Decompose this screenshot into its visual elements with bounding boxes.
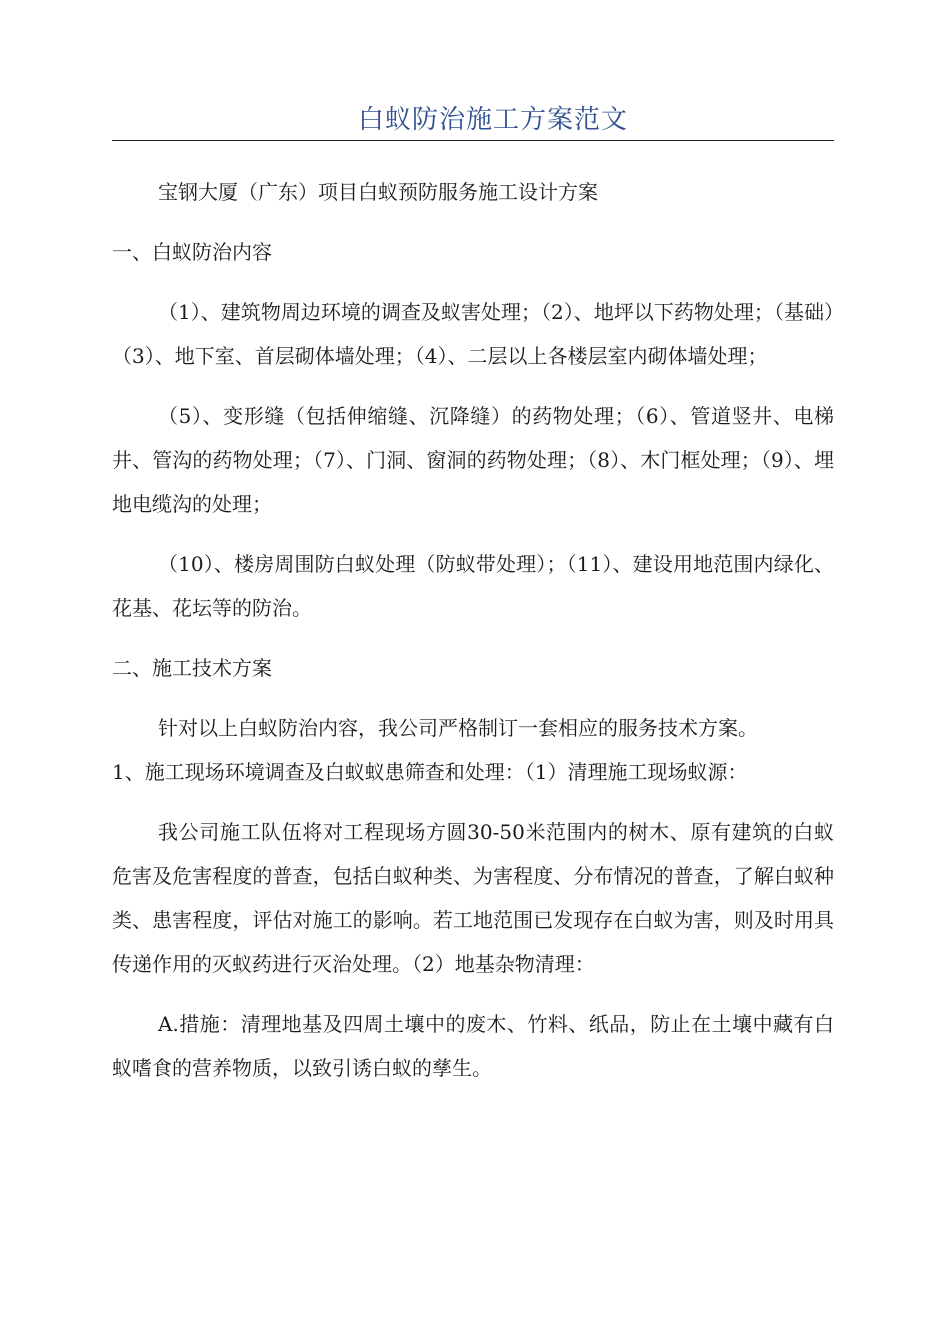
paragraph-measure-a: A.措施：清理地基及四周土壤中的废木、竹料、纸品，防止在土壤中藏有白蚁嗜食的营养物质，以致引诱白蚁的孳生。 bbox=[112, 1012, 834, 1080]
section-heading-1: 一、白蚁防治内容 bbox=[112, 240, 272, 264]
paragraph-survey: 我公司施工队伍将对工程现场方圆30-50米范围内的树木、原有建筑的白蚁危害及危害程度的普查，包括白蚁种类、为害程度、分布情况的普查，了解白蚁种类、患害程度，评估对施工的影响。若工地范围已发现存在白蚁为害，则及时用具传递作用的灭蚁药进行灭治处理。（2）地基杂物清理： bbox=[112, 820, 834, 976]
title-bar bbox=[112, 100, 834, 141]
paragraph-content-2: （5）、变形缝（包括伸缩缝、沉降缝）的药物处理；（6）、管道竖井、电梯井、管沟的药物处理；（7）、门洞、窗洞的药物处理；（8）、木门框处理；（9）、埋地电缆沟的处理； bbox=[112, 404, 834, 516]
paragraph-content-1: （1）、建筑物周边环境的调查及蚁害处理；（2）、地坪以下药物处理；（基础）（3）、地下室、首层砌体墙处理；（4）、二层以上各楼层室内砌体墙处理； bbox=[112, 300, 834, 368]
paragraph-intro: 针对以上白蚁防治内容，我公司严格制订一套相应的服务技术方案。 bbox=[158, 716, 758, 740]
document-title: 白蚁防治施工方案范文 bbox=[357, 105, 628, 135]
paragraph-content-3: （10）、楼房周围防白蚁处理（防蚁带处理）；（11）、建设用地范围内绿化、花基、花坛等的防治。 bbox=[112, 552, 834, 620]
project-subtitle: 宝钢大厦（广东）项目白蚁预防服务施工设计方案 bbox=[158, 180, 598, 204]
subsection-heading-1: 1、施工现场环境调查及白蚁蚁患筛查和处理：（1）清理施工现场蚁源： bbox=[112, 760, 748, 784]
section-heading-2: 二、施工技术方案 bbox=[112, 656, 272, 680]
document-body bbox=[112, 170, 834, 1090]
